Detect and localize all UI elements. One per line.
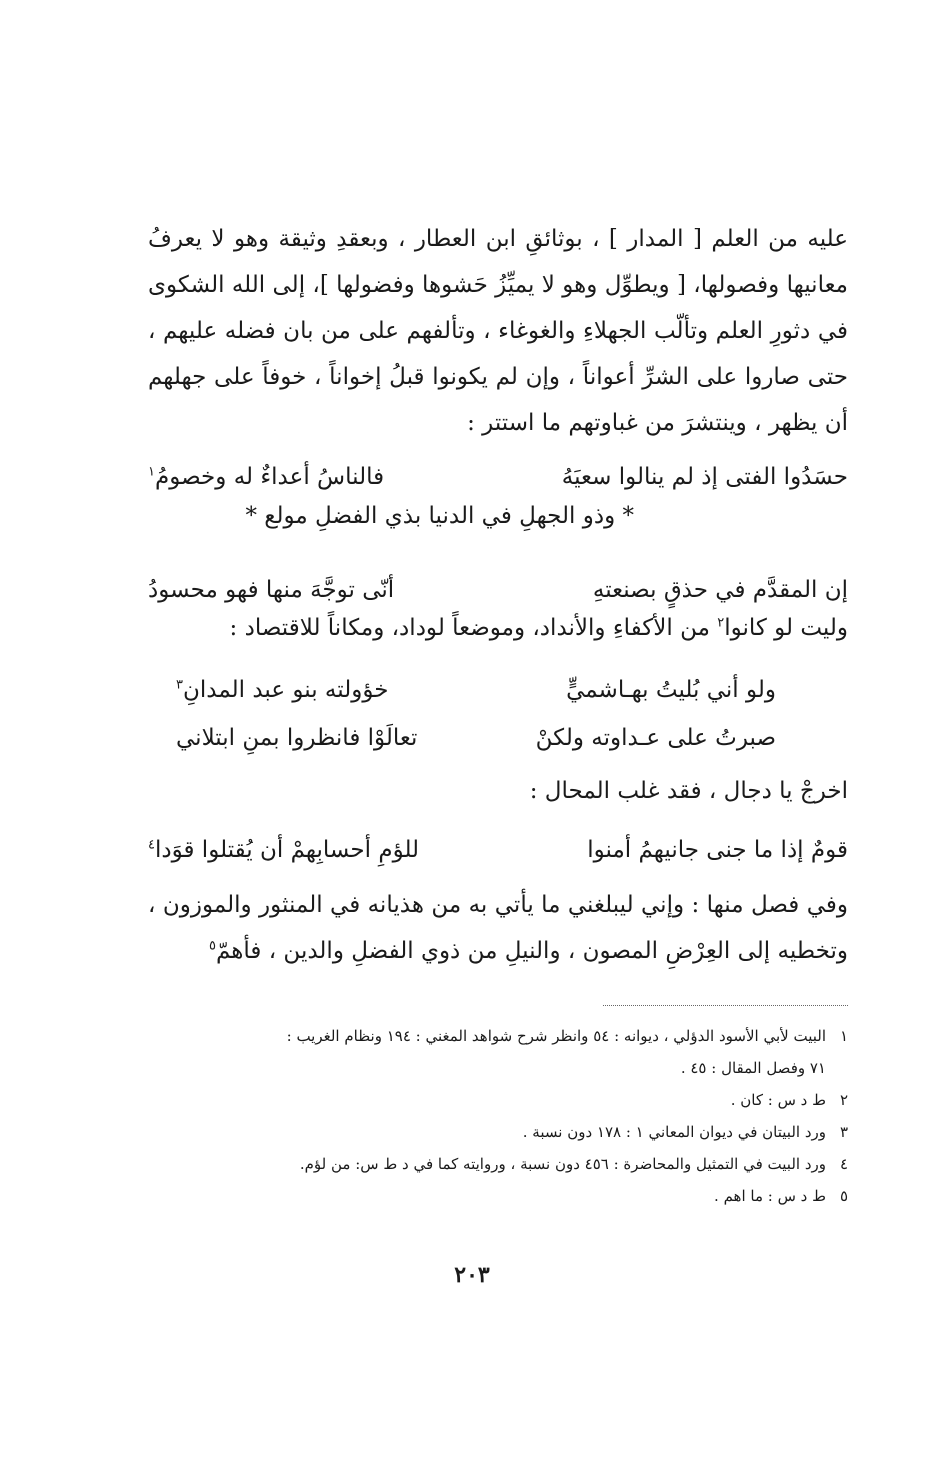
verse-5-first-hemistich: قومٌ إذا ما جنى جانيهمُ أمنوا xyxy=(587,837,848,863)
footnote-number: ٣ xyxy=(839,1123,848,1141)
verse-line-5 xyxy=(148,828,848,872)
verse-line-1b: * وذو الجهلِ في الدنيا بذي الفضلِ مولع * xyxy=(245,503,634,529)
footnote-3 xyxy=(118,1116,848,1148)
verse-2-second-hemistich: أنّى توجَّهَ منها فهو محسودُ xyxy=(148,577,395,603)
paragraph-dajjal: اخرجْ يا دجال ، فقد غلب المحال : xyxy=(529,778,848,804)
paragraph-wish-start: وليت لو كانوا xyxy=(724,615,848,641)
footnotes xyxy=(118,1020,848,1212)
footnote-number: ٢ xyxy=(839,1091,848,1109)
verse-line-4 xyxy=(176,716,776,760)
footnote-number: ١ xyxy=(839,1027,848,1045)
verse-4-first-hemistich: صبرتُ على عـداوته ولكنْ xyxy=(535,725,776,751)
verse-3-first-hemistich: ولو أني بُليتُ بهـاشميٍّ xyxy=(566,677,776,703)
footnote-marker-2: ٢ xyxy=(717,615,725,631)
footnote-text: ورد البيتان في ديوان المعاني ١ : ١٧٨ دون نسبة . xyxy=(522,1123,826,1141)
footnote-5 xyxy=(118,1180,848,1212)
footnote-text: ط د س : ما اهم . xyxy=(714,1187,826,1205)
verse-5-second-hemistich xyxy=(148,837,419,863)
footnote-marker-3: ٣ xyxy=(176,677,183,693)
verse-line-1 xyxy=(148,455,848,499)
verse-1-second-hemistich xyxy=(148,464,384,490)
footnote-divider xyxy=(603,1005,848,1006)
verse-1-first-hemistich: حسَدُوا الفتى إذ لم ينالوا سعيَهُ xyxy=(561,464,848,490)
paragraph-wish xyxy=(148,605,848,651)
footnote-marker-1: ١ xyxy=(148,464,155,480)
footnote-marker-5: ٥ xyxy=(208,938,216,954)
paragraph-wish-end: من الأكفاءِ والأنداد، وموضعاً لوداد، ومكاناً للاقتصاد : xyxy=(229,615,710,641)
paragraph-section xyxy=(148,882,848,974)
verse-1-second-text: فالناسُ أعداءٌ له وخصومُ xyxy=(154,464,385,490)
page-number: ٢٠٣ xyxy=(454,1262,490,1288)
verse-4-second-hemistich: تعالَوْا فانظروا بمنِ ابتلاني xyxy=(176,725,418,751)
footnote-text: ط د س : كان . xyxy=(730,1091,826,1109)
verse-3-second-hemistich xyxy=(176,677,388,703)
footnote-number: ٤ xyxy=(839,1155,848,1173)
verse-line-3 xyxy=(176,668,776,712)
footnote-2 xyxy=(118,1084,848,1116)
footnote-number: ٥ xyxy=(839,1187,848,1205)
footnote-marker-4: ٤ xyxy=(148,837,155,853)
footnote-4 xyxy=(118,1148,848,1180)
paragraph-opening: عليه من العلم [ المدار ] ، بوثائقِ ابن العطار ، وبعقدِ وثيقة وهو لا يعرفُ معانيها وفصولها، [ ويطوِّل وهو لا يميِّزُ حَشوها وفضولها ]، إلى الله الشكوى في دثورِ العلم وتألّب الجهلاءِ والغوغاء ، وتألفهم على من بان فضله عليهم ، حتى صاروا على الشرِّ أعواناً ، وإن لم يكونوا قبلُ إخواناً ، خوفاً على جهلهم أن يظهر ، وينتشرَ من غباوتهم ما استتر : xyxy=(148,226,848,436)
footnote-text: البيت لأبي الأسود الدؤلي ، ديوانه : ٥٤ وانظر شرح شواهد المغني : ١٩٤ ونظام الغريب : xyxy=(286,1027,826,1045)
footnote-1 xyxy=(118,1020,848,1052)
footnote-1-continuation: ٧١ وفصل المقال : ٤٥ . xyxy=(680,1059,826,1077)
verse-2-first-hemistich: إن المقدَّم في حذقٍ بصنعتهِ xyxy=(592,577,848,603)
verse-3-second-text: خؤولته بنو عبد المدانِ xyxy=(182,677,389,703)
footnote-text: ورد البيت في التمثيل والمحاضرة : ٤٥٦ دون نسبة ، وروايته كما في د ط س: من لؤم. xyxy=(299,1155,826,1173)
verse-5-second-text: للؤمِ أحسابِهمْ أن يُقتلوا قوَدا xyxy=(154,837,420,863)
paragraph-section-text: وفي فصل منها : وإني ليبلغني ما يأتي به من هذيانه في المنثور والموزون ، وتخطيه إلى العِرْضِ المصون ، والنيلِ من ذوي الفضلِ والدين ، فأهمّ xyxy=(148,892,848,964)
